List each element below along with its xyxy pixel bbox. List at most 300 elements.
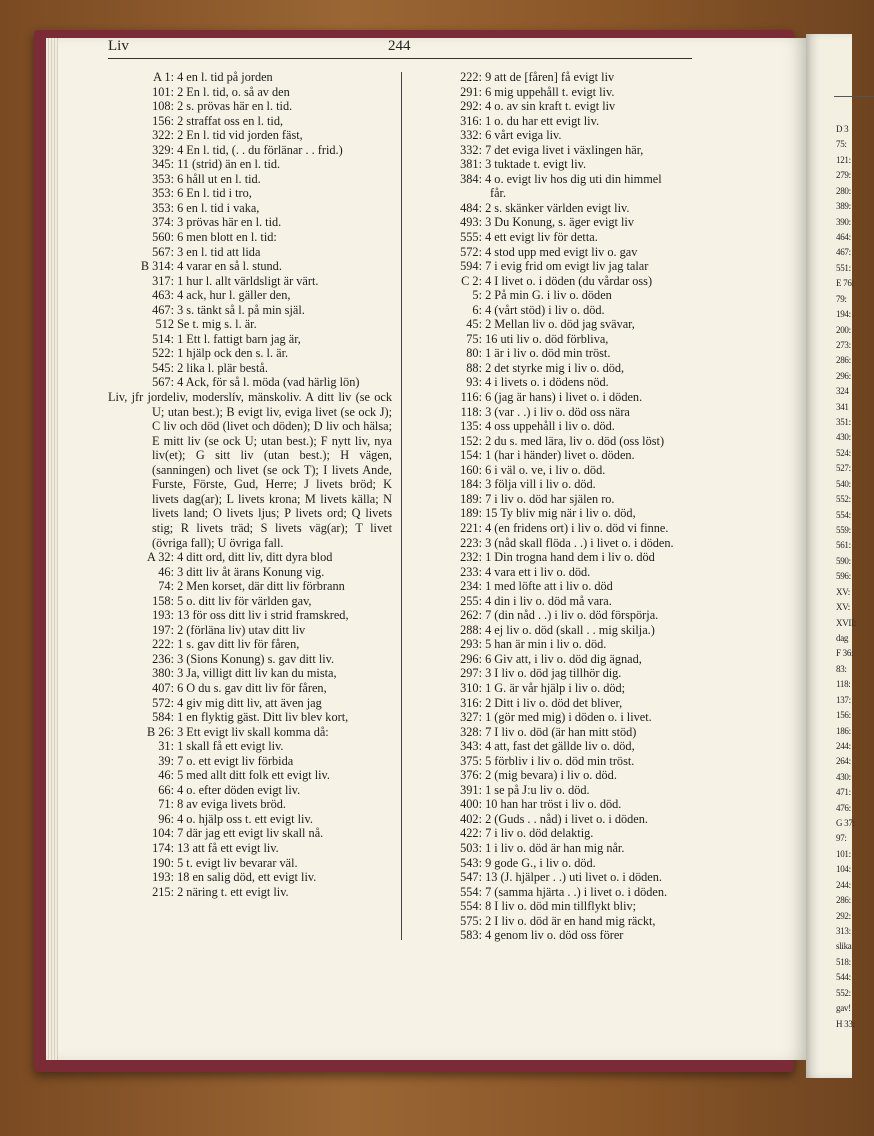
entry-text: 1 hjälp ock den s. l. är. [174, 346, 289, 361]
index-entry [420, 696, 704, 711]
facing-page-fragment: 524: [836, 447, 851, 458]
entry-reference: 233: [460, 564, 482, 579]
entry-text: 6 mig uppehåll t. evigt liv. [482, 84, 615, 99]
entry-text: 11 (strid) än en l. tid. [174, 157, 281, 172]
index-entry [108, 856, 392, 871]
facing-page-fragment: 286: [836, 895, 851, 906]
entry-reference: 463: [152, 288, 174, 303]
index-entry [108, 332, 392, 347]
entry-text: 8 I liv o. död min tillflykt bliv; [482, 899, 637, 914]
index-entry [420, 754, 704, 769]
facing-page-fragment: 389: [836, 201, 851, 212]
index-entry [108, 608, 392, 623]
index-entry [420, 739, 704, 754]
entry-text: 6 håll ut en l. tid. [174, 171, 261, 186]
entry-reference: 316: [460, 113, 482, 128]
entry-text: 1 skall få ett evigt liv. [174, 739, 284, 754]
entry-reference: 583: [460, 928, 482, 943]
index-entry [420, 623, 704, 638]
entry-text: 2 Mellan liv o. död jag svävar, [482, 317, 635, 332]
entry-reference: 156: [152, 113, 174, 128]
column-divider [401, 72, 402, 940]
facing-page-fragment: 273: [836, 339, 851, 350]
entry-text: 2 s. skänker världen evigt liv. [482, 200, 630, 215]
entry-reference: 567: [152, 244, 174, 259]
index-entry [420, 492, 704, 507]
entry-reference: 554: [460, 899, 482, 914]
cross-reference-entry: Liv, jfr jordeliv, moderslív, mänskoliv. A ditt liv (se ock U; utan best.); B evigt liv, eviga livet (se ock J); C liv och död (livet och döden); D liv och hälsa; E mitt liv (se ock U; utan best.); F nytt liv, nya liv(et); G sitt liv (utan best.); H vägen, (sanningen) och livet (se ock T); I livets Ande, Furste, Förste, Gud, Herre; J livets bröd; K livets dag(ar); L livets krona; M livets källa; N livets land; O livets ljus; P livets ord; Q livets stig; R livets träd; S livets väg(ar); T livet (övriga fall); U övriga fall. [108, 390, 392, 550]
index-entry [108, 245, 392, 260]
entry-text: 5 han är min i liv o. död. [482, 637, 607, 652]
left-column-entries-2 [108, 550, 392, 899]
facing-page-fragment: 590: [836, 555, 851, 566]
entry-text: 6 men blott en l. tid: [174, 230, 277, 245]
facing-page-fragment: 137: [836, 694, 851, 705]
entry-text: 3 Ja, villigt ditt liv kan du mista, [174, 666, 337, 681]
entry-text: 1 är i liv o. död min tröst. [482, 346, 611, 361]
entry-reference: 545: [152, 360, 174, 375]
index-entry [108, 201, 392, 216]
entry-text: 2 Ditt i liv o. död det bliver, [482, 695, 623, 710]
entry-text: 1 (har i händer) livet o. döden. [482, 448, 635, 463]
index-entry [420, 85, 704, 100]
facing-page-fragment: 552: [836, 494, 851, 505]
index-entry [420, 448, 704, 463]
index-entry [108, 274, 392, 289]
entry-text: 13 (J. hjälper . .) uti livet o. i döden. [482, 870, 662, 885]
entry-reference: 503: [460, 840, 482, 855]
entry-reference: 328: [460, 724, 482, 739]
index-entry [420, 477, 704, 492]
entry-reference: 345: [152, 157, 174, 172]
facing-page-header-rule [834, 96, 874, 97]
entry-text: 9 gode G., i liv o. död. [482, 855, 596, 870]
index-entry [108, 826, 392, 841]
entry-text: 2 På min G. i liv o. döden [482, 288, 612, 303]
index-entry [420, 812, 704, 827]
entry-text: 3 tuktade t. evigt liv. [482, 157, 587, 172]
facing-page-fragment: G 37: [836, 818, 855, 829]
facing-page-fragment: F 36: [836, 648, 854, 659]
left-column-entries [108, 70, 392, 390]
facing-page-fragment: 101: [836, 848, 851, 859]
facing-page-fragment: 540: [836, 478, 851, 489]
entry-reference: 554: [460, 884, 482, 899]
entry-reference: 512 [155, 317, 174, 332]
index-entry [420, 928, 704, 943]
entry-reference: 255: [460, 593, 482, 608]
facing-page-fragment: dag [836, 632, 849, 643]
entry-reference: 5: [472, 288, 482, 303]
index-entry [420, 346, 704, 361]
facing-page-fragment: 156: [836, 710, 851, 721]
entry-text: 4 vara ett i liv o. död. [482, 564, 591, 579]
facing-page-fragment: 554: [836, 509, 851, 520]
facing-page-fragment: 351: [836, 417, 851, 428]
index-entry [420, 375, 704, 390]
entry-text: 10 han har tröst i liv o. död. [482, 797, 622, 812]
index-entry [420, 579, 704, 594]
entry-text: 2 (mig bevara) i liv o. död. [482, 768, 617, 783]
facing-page-fragment: gav! [836, 1003, 851, 1014]
entry-text: 4 ditt ord, ditt liv, ditt dyra blod [174, 550, 333, 565]
entry-text: 2 näring t. ett evigt liv. [174, 884, 289, 899]
entry-reference: 74: [158, 579, 174, 594]
entry-reference: 189: [460, 506, 482, 521]
facing-page-fragment: 390: [836, 216, 851, 227]
index-entry [108, 303, 392, 318]
facing-page-fragment: 279: [836, 170, 851, 181]
index-entry [420, 914, 704, 929]
entry-reference: 575: [460, 913, 482, 928]
index-entry [420, 885, 704, 900]
index-entry [420, 550, 704, 565]
index-entry [108, 652, 392, 667]
page-title: Liv [108, 38, 129, 54]
facing-page-fragment: 118: [836, 679, 851, 690]
entry-text: 2 straffat oss en l. tid, [174, 113, 284, 128]
entry-reference: 514: [152, 331, 174, 346]
entry-reference: 374: [152, 215, 174, 230]
entry-reference: 66: [158, 782, 174, 797]
facing-page-fragment: 292: [836, 910, 851, 921]
entry-reference: 594: [460, 259, 482, 274]
index-entry [420, 841, 704, 856]
facing-page-fragment: 476: [836, 802, 851, 813]
entry-text: 1 s. gav ditt liv för fåren, [174, 637, 300, 652]
entry-text: 6 O du s. gav ditt liv för fåren, [174, 680, 327, 695]
entry-reference: 234: [460, 579, 482, 594]
entry-text: 3 prövas här en l. tid. [174, 215, 282, 230]
entry-text: 2 s. prövas här en l. tid. [174, 99, 293, 114]
index-entry [420, 201, 704, 216]
facing-page-fragment: 561: [836, 540, 851, 551]
entry-reference: 184: [460, 477, 482, 492]
entry-text: 1 med löfte att i liv o. död [482, 579, 613, 594]
entry-reference: 108: [152, 99, 174, 114]
index-entry [420, 826, 704, 841]
entry-text: 1 (gör med mig) i döden o. i livet. [482, 710, 652, 725]
entry-reference: 291: [460, 84, 482, 99]
entry-reference: 6: [472, 302, 482, 317]
index-entry [108, 681, 392, 696]
entry-reference: 292: [460, 99, 482, 114]
index-entry [420, 288, 704, 303]
entry-text: 3 Ett evigt liv skall komma då: [174, 724, 329, 739]
entry-reference: 154: [460, 448, 482, 463]
entry-text: 5 med allt ditt folk ett evigt liv. [174, 768, 330, 783]
facing-page-fragment: 552: [836, 987, 851, 998]
index-entry [420, 463, 704, 478]
index-entry [108, 230, 392, 245]
index-entry [420, 303, 704, 318]
entry-reference: 45: [466, 317, 482, 332]
entry-reference: 332: [460, 128, 482, 143]
index-entry [108, 288, 392, 303]
entry-text: 7 i liv o. död har själen ro. [482, 491, 615, 506]
index-entry [420, 710, 704, 725]
entry-text: 4 (en fridens ort) i liv o. död vi finne. [482, 520, 669, 535]
entry-text: 4 en l. tid på jorden [174, 70, 273, 84]
entry-text: 2 lika l. plär bestå. [174, 360, 268, 375]
entry-reference: 327: [460, 710, 482, 725]
entry-text: 4 (vårt stöd) i liv o. död. [482, 302, 605, 317]
entry-reference: 555: [460, 230, 482, 245]
entry-reference: 189: [460, 491, 482, 506]
entry-text: 4 ett evigt liv för detta. [482, 230, 598, 245]
entry-reference: 584: [152, 710, 174, 725]
entry-reference: 296: [460, 651, 482, 666]
entry-reference: 80: [466, 346, 482, 361]
entry-text: 6 Giv att, i liv o. död dig ägnad, [482, 651, 642, 666]
facing-page-fragment: 471: [836, 787, 851, 798]
facing-page-fragment: 464: [836, 231, 851, 242]
index-entry [108, 361, 392, 376]
entry-text: 2 (förläna liv) utav ditt liv [174, 622, 306, 637]
entry-text: 1 hur l. allt världsligt är värt. [174, 273, 319, 288]
entry-reference: 197: [152, 622, 174, 637]
entry-text: 2 I liv o. död är en hand mig räckt, [482, 913, 656, 928]
entry-text: 4 giv mig ditt liv, att även jag [174, 695, 322, 710]
entry-reference: 152: [460, 433, 482, 448]
entry-text: 2 det styrke mig i liv o. död, [482, 360, 625, 375]
entry-text: 13 för oss ditt liv i strid framskred, [174, 608, 349, 623]
facing-page-fragment: 313: [836, 926, 851, 937]
facing-page-fragment: 121: [836, 154, 851, 165]
entry-text: 5 förbliv i liv o. död min tröst. [482, 753, 635, 768]
index-entry [420, 114, 704, 129]
facing-page-fragment: 244: [836, 879, 851, 890]
entry-text: 3 Du Konung, s. äger evigt liv [482, 215, 634, 230]
facing-page-fragment: 551: [836, 262, 851, 273]
facing-page-fragment: 296: [836, 370, 851, 381]
entry-text: 8 av eviga livets bröd. [174, 797, 287, 812]
facing-page-fragment: 324 [836, 386, 849, 397]
index-entry [420, 536, 704, 551]
facing-page-fragment: XV: [836, 602, 850, 613]
facing-page-fragment: 83: [836, 663, 847, 674]
facing-page-fragment: 544: [836, 972, 851, 983]
index-entry [420, 783, 704, 798]
index-entry [420, 215, 704, 230]
entry-text: 7 (samma hjärta . .) i livet o. i döden. [482, 884, 668, 899]
entry-text: 3 (var . .) i liv o. död oss nära [482, 404, 630, 419]
entry-reference: 402: [460, 811, 482, 826]
entry-text: 6 (jag är hans) i livet o. i döden. [482, 390, 643, 405]
entry-reference: 101: [152, 84, 174, 99]
entry-reference: 380: [152, 666, 174, 681]
entry-text: 4 o. hjälp oss t. ett evigt liv. [174, 811, 313, 826]
entry-text: 1 G. är vår hjälp i liv o. död; [482, 680, 626, 695]
index-entry [420, 870, 704, 885]
entry-reference: 221: [460, 520, 482, 535]
entry-text: 7 där jag ett evigt liv skall nå. [174, 826, 324, 841]
entry-reference: 317: [152, 273, 174, 288]
facing-page-fragment: E 76: [836, 278, 854, 289]
entry-reference: 174: [152, 840, 174, 855]
entry-reference: 39: [158, 753, 174, 768]
facing-page-fragment: 280: [836, 185, 851, 196]
index-entry [108, 710, 392, 725]
index-entry [420, 274, 704, 289]
entry-text: 13 att få ett evigt liv. [174, 840, 279, 855]
page-number: 244 [388, 38, 411, 54]
index-entry [108, 696, 392, 711]
entry-reference: B 26: [147, 724, 174, 739]
index-entry [108, 594, 392, 609]
index-entry [108, 346, 392, 361]
entry-text: 4 varar en så l. stund. [174, 259, 282, 274]
facing-page-fragment: 596: [836, 571, 851, 582]
entry-text: 2 En l. tid, o. så av den [174, 84, 290, 99]
entry-reference: 236: [152, 651, 174, 666]
entry-text: 6 En l. tid i tro, [174, 186, 252, 201]
entry-reference: 543: [460, 855, 482, 870]
facing-page-fragment: 430: [836, 771, 851, 782]
index-entry [108, 157, 392, 172]
entry-reference: 353: [152, 200, 174, 215]
entry-reference: 93: [466, 375, 482, 390]
entry-text: 4 i livets o. i dödens nöd. [482, 375, 609, 390]
entry-text: 16 uti liv o. död förbliva, [482, 331, 609, 346]
index-entry [108, 637, 392, 652]
index-entry [420, 637, 704, 652]
index-entry [108, 186, 392, 201]
index-entry [420, 768, 704, 783]
index-entry [420, 506, 704, 521]
index-entry [108, 666, 392, 681]
index-entry [108, 114, 392, 129]
entry-reference: 193: [152, 870, 174, 885]
entry-reference: 375: [460, 753, 482, 768]
entry-reference: 71: [158, 797, 174, 812]
facing-page-fragment: 75: [836, 139, 847, 150]
entry-text: 4 o. efter döden evigt liv. [174, 782, 301, 797]
index-entry [108, 885, 392, 900]
index-entry [420, 143, 704, 158]
entry-reference: 116: [460, 390, 482, 405]
entry-reference: 288: [460, 622, 482, 637]
entry-reference: 522: [152, 346, 174, 361]
index-entry [420, 317, 704, 332]
entry-reference: B 314: [140, 259, 174, 274]
entry-text: 3 s. tänkt så l. på min själ. [174, 302, 305, 317]
entry-text: 3 ditt liv åt ärans Konung vig. [174, 564, 325, 579]
index-entry [420, 666, 704, 681]
index-entry [420, 419, 704, 434]
index-entry [420, 797, 704, 812]
facing-page-fragment: D 3 [836, 124, 849, 134]
index-entry [108, 783, 392, 798]
entry-reference: 353: [152, 186, 174, 201]
entry-reference: 560: [152, 230, 174, 245]
entry-text: 5 o. ditt liv för världen gav, [174, 593, 312, 608]
facing-page-fragment: 559: [836, 525, 851, 536]
entry-reference: 232: [460, 550, 482, 565]
right-column-entries [420, 70, 704, 943]
facing-page-fragment: 97: [836, 833, 847, 844]
entry-text: 6 vårt eviga liv. [482, 128, 562, 143]
index-entry [108, 317, 392, 332]
entry-reference: 223: [460, 535, 482, 550]
entry-text: 7 det eviga livet i växlingen här, [482, 142, 644, 157]
facing-page-fragment: 186: [836, 725, 851, 736]
entry-reference: 547: [460, 870, 482, 885]
index-entry [420, 361, 704, 376]
entry-reference: 484: [460, 200, 482, 215]
index-entry [420, 725, 704, 740]
entry-text: 4 att, fast det gällde liv o. död, [482, 739, 635, 754]
entry-text: 3 (Sions Konung) s. gav ditt liv. [174, 651, 335, 666]
facing-page-fragment: 104: [836, 864, 851, 875]
facing-page-fragment: XV: [836, 586, 850, 597]
entry-text: 6 en l. tid i vaka, [174, 200, 260, 215]
entry-reference: 46: [158, 768, 174, 783]
entry-text: 3 I liv o. död jag tillhör dig. [482, 666, 622, 681]
entry-text: 9 att de [fåren] få evigt liv [482, 70, 615, 84]
entry-text: 1 Ett l. fattigt barn jag är, [174, 331, 301, 346]
entry-text: 4 Ack, för så l. möda (vad härlig lön) [174, 375, 360, 390]
index-entry [420, 521, 704, 536]
entry-reference: 104: [152, 826, 174, 841]
entry-text: 2 Men korset, där ditt liv förbrann [174, 579, 345, 594]
index-entry [108, 143, 392, 158]
entry-text: 3 (nåd skall flöda . .) i livet o. i döden. [482, 535, 674, 550]
entry-reference: C 2: [461, 273, 482, 288]
entry-reference: 262: [460, 608, 482, 623]
entry-reference: A 1: [153, 70, 174, 84]
entry-reference: 135: [460, 419, 482, 434]
entry-reference: A 32: [147, 550, 174, 565]
facing-page-fragment: 200: [836, 324, 851, 335]
facing-page-fragment: XVII: [836, 617, 856, 628]
entry-text: 4 ack, hur l. gäller den, [174, 288, 291, 303]
index-entry [108, 870, 392, 885]
entry-text: 7 o. ett evigt liv förbida [174, 753, 294, 768]
entry-reference: 31: [158, 739, 174, 754]
entry-text: 4 En l. tid, (. . du förlänar . . frid.) [174, 142, 343, 157]
index-entry [420, 390, 704, 405]
entry-reference: 158: [152, 593, 174, 608]
entry-reference: 190: [152, 855, 174, 870]
entry-text: 2 En l. tid vid jorden fäst, [174, 128, 303, 143]
entry-reference: 572: [460, 244, 482, 259]
entry-text: 4 oss uppehåll i liv o. död. [482, 419, 615, 434]
entry-reference: 381: [460, 157, 482, 172]
entry-reference: 572: [152, 695, 174, 710]
entry-text: 4 din i liv o. död må vara. [482, 593, 612, 608]
entry-text: 4 stod upp med evigt liv o. gav [482, 244, 638, 259]
index-entry [420, 245, 704, 260]
index-entry [420, 434, 704, 449]
facing-page [806, 34, 856, 1078]
facing-page-fragment: 341 [836, 401, 849, 412]
entry-text: 7 (din nåd . .) i liv o. död förspörja. [482, 608, 659, 623]
index-entry [108, 259, 392, 274]
facing-page-fragment: H 33: [836, 1018, 855, 1029]
index-entry [108, 725, 392, 740]
entry-reference: 332: [460, 142, 482, 157]
entry-reference: 75: [466, 331, 482, 346]
entry-text: 7 i liv o. död delaktig. [482, 826, 594, 841]
entry-reference: 160: [460, 462, 482, 477]
entry-reference: 493: [460, 215, 482, 230]
entry-reference: 316: [460, 695, 482, 710]
page-header [108, 36, 692, 59]
entry-reference: 400: [460, 797, 482, 812]
entry-reference: 222: [460, 70, 482, 84]
index-entry [108, 739, 392, 754]
